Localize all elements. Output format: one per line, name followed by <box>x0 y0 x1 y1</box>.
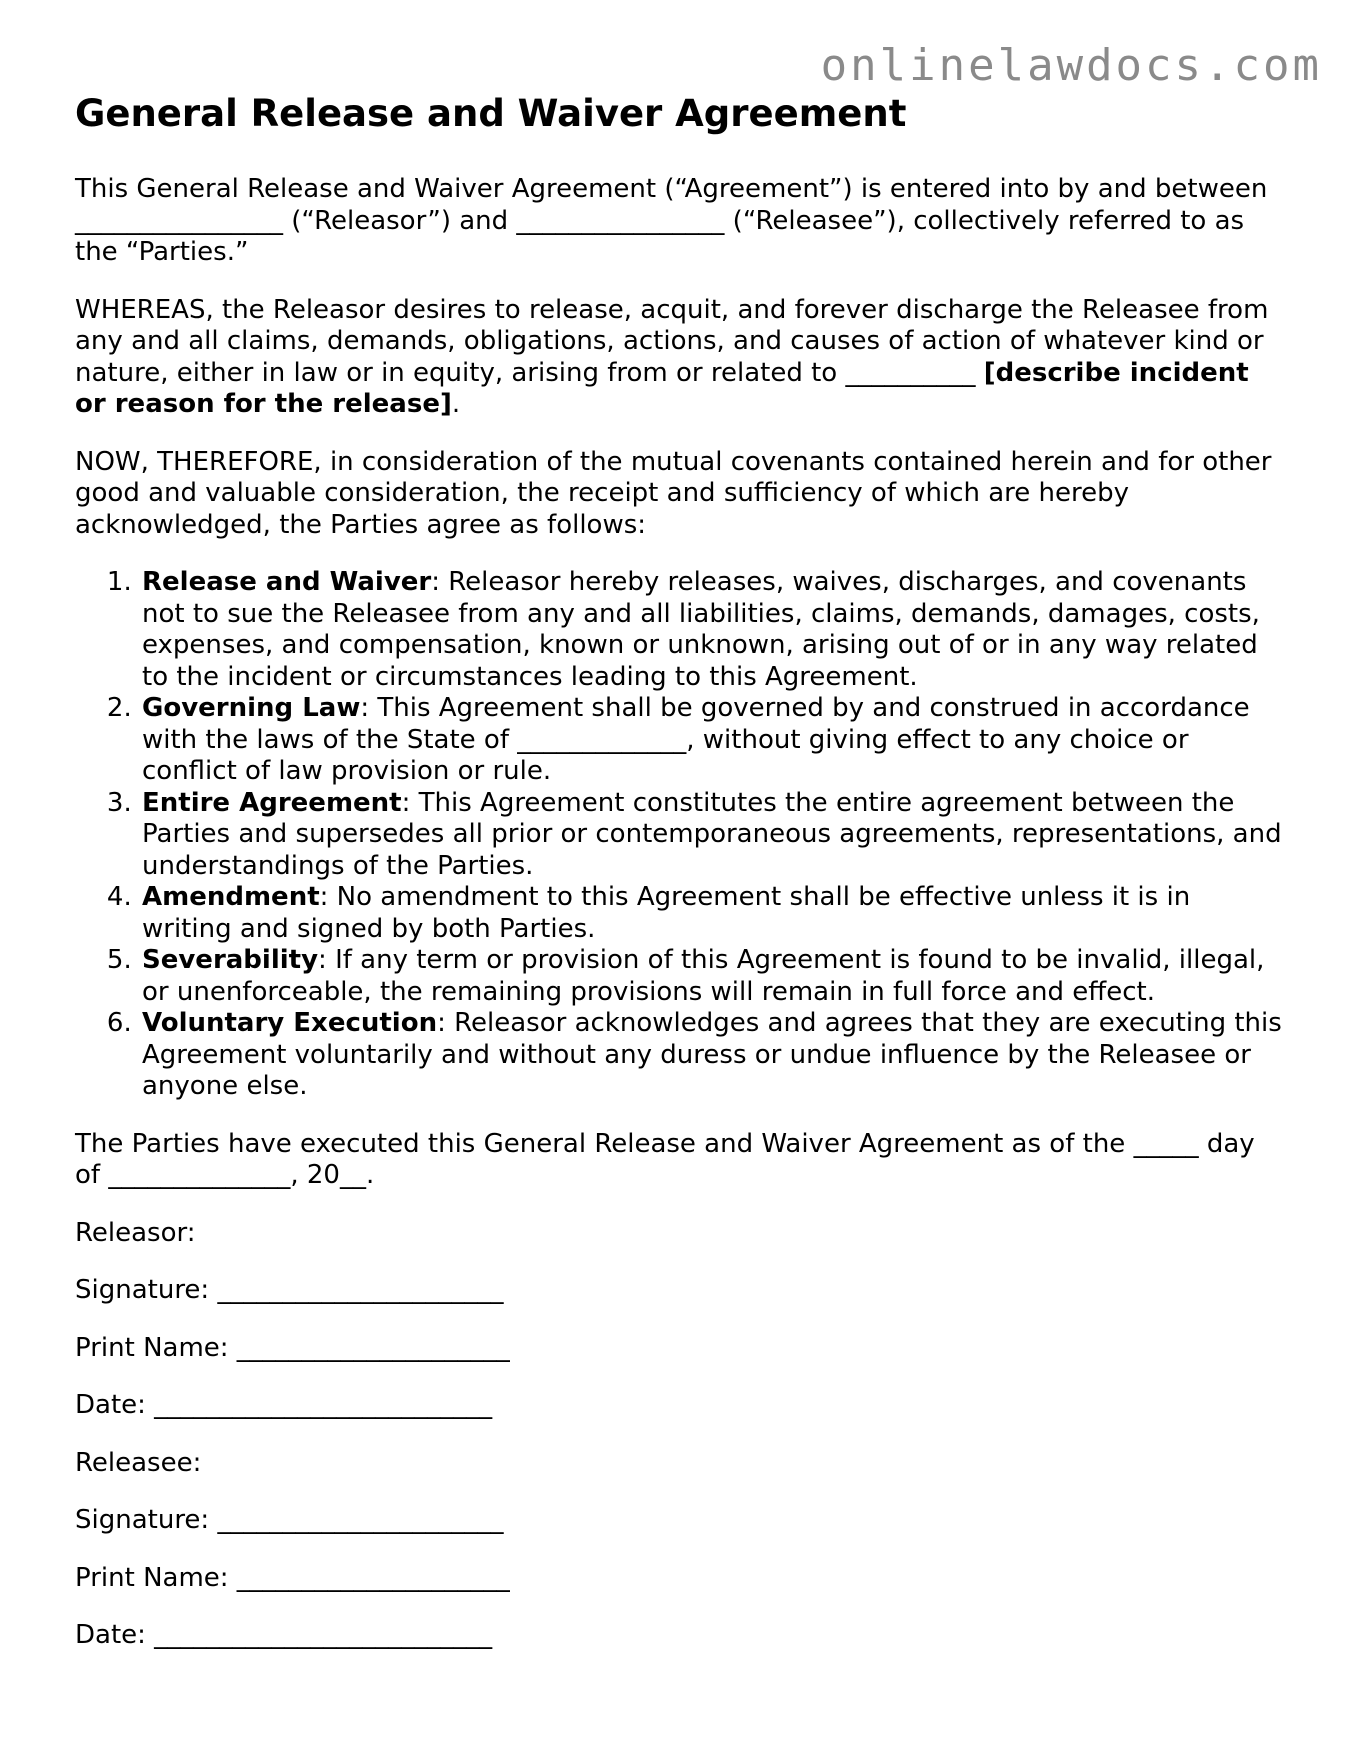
clause-voluntary-execution <box>140 1008 1285 1103</box>
clause-text: : This Agreement shall be governed by and construed in accordance with the laws of the State of <box>142 693 1250 755</box>
execution-text-2: day of <box>75 1128 1255 1190</box>
releasor-label: Releasor: <box>75 1217 196 1248</box>
clause-entire-agreement <box>140 788 1285 883</box>
intro-text-2: (“Releasor”) and <box>283 205 517 236</box>
intro-text-3: (“Releasee”), collectively referred to as the “Parties.” <box>75 205 1245 267</box>
releasor-blank[interactable]: ________________ <box>75 205 283 236</box>
execution-text-4: . <box>365 1160 375 1190</box>
now-therefore-paragraph: NOW, THEREFORE, in consideration of the mutual covenants contained herein and for other good and valuable consideration, the receipt and sufficiency of which are hereby acknowledged, the Parties agree as follows: <box>75 446 1272 540</box>
clause-heading: Governing Law <box>142 693 361 723</box>
clause-severability <box>140 945 1285 1008</box>
clause-text: : This Agreement constitutes the entire agreement between the Parties and supersedes all prior or contemporaneous agreements, representations, and understandings of the Parties. <box>142 787 1282 881</box>
releasor-print-name-field[interactable]: Print Name: _____________________ <box>75 1332 510 1363</box>
intro-text-1: This General Release and Waiver Agreement (“Agreement”) is entered into by and between <box>75 174 1268 204</box>
document <box>75 92 1285 1678</box>
execution-text-3: , 20 <box>290 1160 340 1190</box>
clause-list <box>75 567 1285 1103</box>
releasee-signature-field[interactable]: Signature: ______________________ <box>75 1505 504 1535</box>
clause-heading: Severability <box>142 945 319 975</box>
watermark: onlinelawdocs.com <box>820 40 1322 91</box>
clause-heading: Release and Waiver <box>142 567 432 597</box>
incident-blank[interactable]: __________ <box>845 357 976 388</box>
execution-paragraph <box>75 1129 1285 1192</box>
clause-heading: Voluntary Execution <box>142 1008 438 1038</box>
releasor-signature-field[interactable]: Signature: ______________________ <box>75 1275 504 1305</box>
whereas-paragraph <box>75 295 1285 421</box>
incident-instruction: [describe incident or reason for the release] <box>75 357 1249 419</box>
execution-text-1: The Parties have executed this General Release and Waiver Agreement as of the <box>75 1128 1134 1159</box>
releasee-label: Releasee: <box>75 1447 202 1478</box>
clause-governing-law <box>140 693 1285 788</box>
releasee-signature-block <box>75 1448 1285 1652</box>
clause-text: : If any term or provision of this Agreement is found to be invalid, illegal, or unenforceable, the remaining provisions will remain in full force and effect. <box>142 945 1265 1007</box>
intro-paragraph <box>75 174 1285 269</box>
clause-text: : Releasor hereby releases, waives, discharges, and covenants not to sue the Releasee from any and all liabilities, claims, demands, damages, costs, expenses, and compensation, known or unknown, arising out of or in any way related to the incident or circumstances leading to this Agreement. <box>142 567 1260 692</box>
releasee-blank[interactable]: ________________ <box>516 205 725 236</box>
state-blank[interactable]: _____________ <box>517 724 687 755</box>
clause-text: : Releasor acknowledges and agrees that they are executing this Agreement voluntarily and without any duress or undue influence by the Releasee or anyone else. <box>142 1008 1282 1101</box>
releasor-signature-block <box>75 1218 1285 1422</box>
releasee-date-field[interactable]: Date: __________________________ <box>75 1620 493 1650</box>
clause-release-waiver <box>140 567 1285 693</box>
clause-text: , without giving effect to any choice or conflict of law provision or rule. <box>142 724 1189 786</box>
clause-amendment <box>140 882 1285 945</box>
clause-text: : No amendment to this Agreement shall be effective unless it is in writing and signed by both Parties. <box>142 882 1191 944</box>
document-title: General Release and Waiver Agreement <box>75 92 907 135</box>
releasee-print-name-field[interactable]: Print Name: _____________________ <box>75 1562 510 1593</box>
month-blank[interactable]: ______________ <box>108 1160 291 1190</box>
whereas-text-2: . <box>451 389 461 419</box>
whereas-text-1: WHEREAS, the Releasor desires to release, acquit, and forever discharge the Releasee from any and all claims, demands, obligations, actions, and causes of action of whatever kind or nature, either in law or in equity, arising from or related to <box>75 294 1269 388</box>
clause-heading: Amendment <box>142 882 320 912</box>
year-blank[interactable]: __ <box>339 1160 366 1190</box>
day-blank[interactable]: _____ <box>1133 1128 1199 1159</box>
clause-heading: Entire Agreement <box>142 787 402 818</box>
releasor-date-field[interactable]: Date: __________________________ <box>75 1390 493 1420</box>
